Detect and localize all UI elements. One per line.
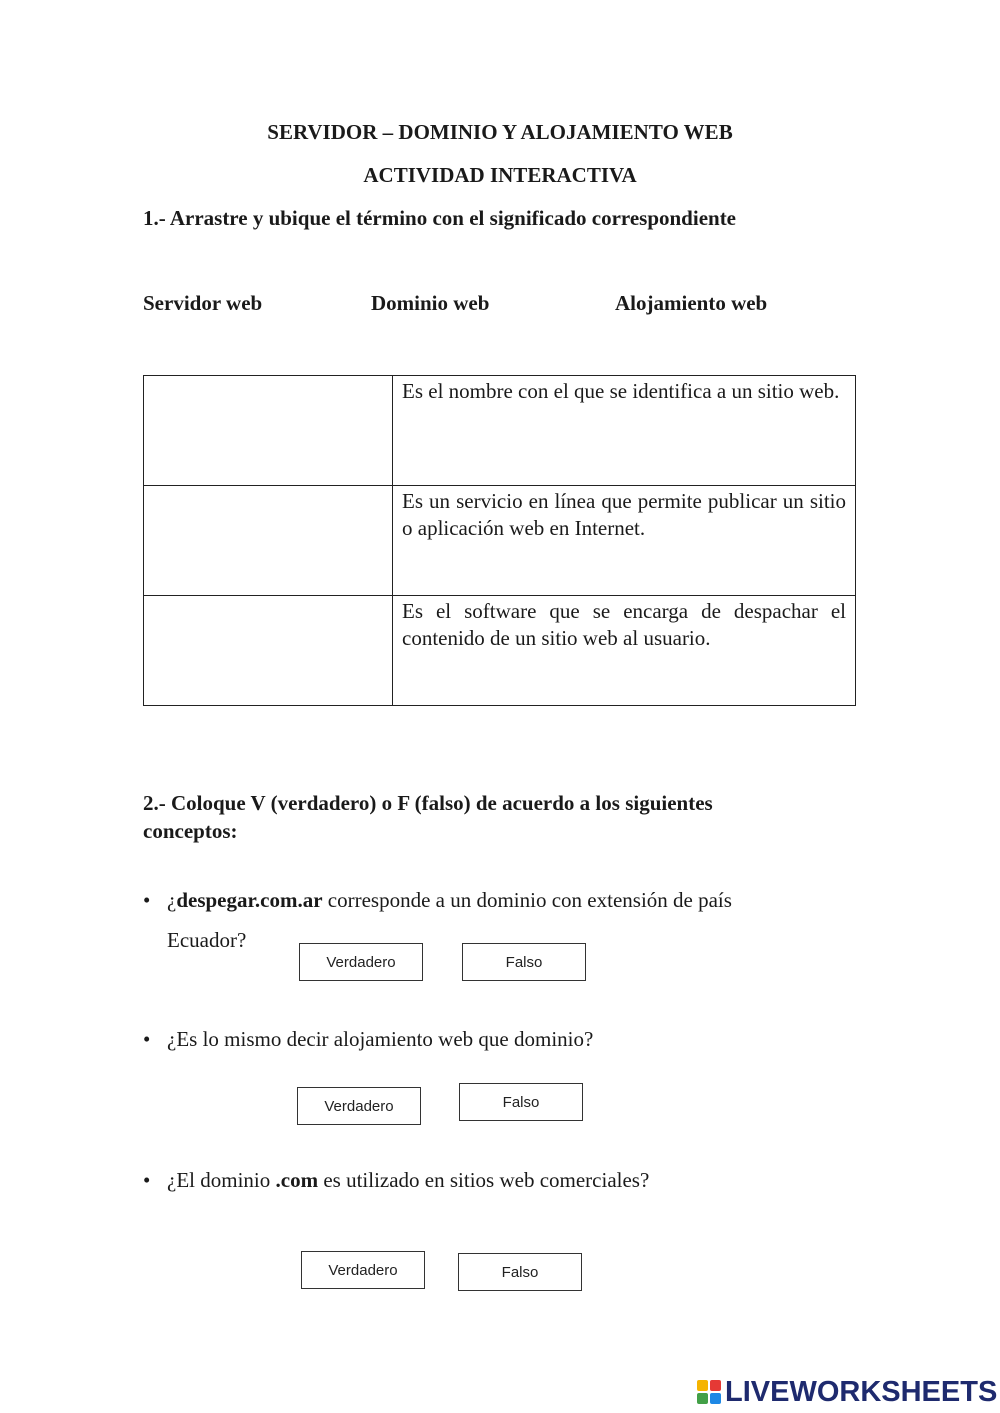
- drop-zone-3[interactable]: [144, 596, 393, 706]
- bullet-icon: •: [143, 888, 151, 912]
- brand-name: LIVEWORKSHEETS: [725, 1375, 998, 1408]
- drag-term-dominio-web[interactable]: Dominio web: [371, 291, 490, 315]
- section2-instruction-line1: 2.- Coloque V (verdadero) o F (falso) de acuerdo a los siguientes: [143, 791, 713, 815]
- drop-zone-2[interactable]: [144, 486, 393, 596]
- bullet-icon: •: [143, 1168, 151, 1192]
- drag-term-servidor-web[interactable]: Servidor web: [143, 291, 263, 315]
- liveworksheets-logo: [697, 1375, 997, 1409]
- page-title: SERVIDOR – DOMINIO Y ALOJAMIENTO WEB: [267, 120, 733, 144]
- section2-instruction: [143, 789, 713, 845]
- question-1: • ¿despegar.com.ar corresponde a un dominio con extensión de país: [143, 888, 732, 912]
- matching-table: [143, 375, 856, 706]
- definition-1: Es el nombre con el que se identifica a un sitio web.: [393, 376, 856, 486]
- q1-true-button[interactable]: Verdadero: [299, 943, 423, 981]
- page-subtitle: ACTIVIDAD INTERACTIVA: [363, 163, 637, 187]
- q2-false-button[interactable]: Falso: [459, 1083, 583, 1121]
- table-row: [144, 376, 856, 486]
- q2-true-button[interactable]: Verdadero: [297, 1087, 421, 1125]
- drop-zone-1[interactable]: [144, 376, 393, 486]
- section1-instruction: 1.- Arrastre y ubique el término con el significado correspondiente: [143, 206, 737, 230]
- question-3: • ¿El dominio .com es utilizado en sitios web comerciales?: [143, 1168, 650, 1192]
- q3-true-button[interactable]: Verdadero: [301, 1251, 425, 1289]
- bullet-icon: •: [143, 1027, 151, 1051]
- definition-2: Es un servicio en línea que permite publicar un sitio o aplicación web en Internet.: [393, 486, 856, 596]
- question-1-line2: Ecuador?: [167, 928, 247, 952]
- section2-instruction-line2: conceptos:: [143, 819, 238, 843]
- drag-term-alojamiento-web[interactable]: Alojamiento web: [615, 291, 768, 315]
- table-row: [144, 596, 856, 706]
- q3-false-button[interactable]: Falso: [458, 1253, 582, 1291]
- table-row: [144, 486, 856, 596]
- definition-3: Es el software que se encarga de despachar el contenido de un sitio web al usuario.: [393, 596, 856, 706]
- liveworksheets-mark-icon: [697, 1380, 721, 1404]
- question-2: • ¿Es lo mismo decir alojamiento web que dominio?: [143, 1027, 594, 1051]
- q1-false-button[interactable]: Falso: [462, 943, 586, 981]
